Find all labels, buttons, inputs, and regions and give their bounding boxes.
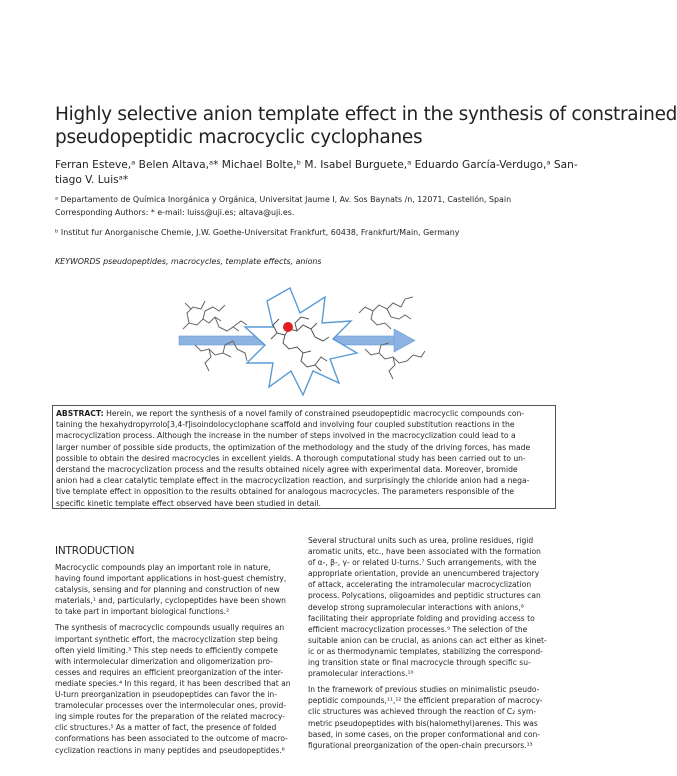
body-line: having found important applications in host-guest chemistry, [55, 574, 287, 584]
abstract-line: larger number of possible side products, the optimization of the methodology and the study of the driving forces, has made [56, 442, 531, 452]
abstract-line: derstand the macrocyclization process and the results obtained nicely agree with experimental data. Moreover, bromide [56, 465, 518, 475]
body-line: The synthesis of macrocyclic compounds usually requires an [55, 623, 285, 633]
body-line: pramolecular interactions.¹⁰ [308, 669, 414, 679]
toc-graphic [175, 283, 437, 401]
section-heading-introduction: INTRODUCTION [55, 545, 135, 557]
body-line: figurational preorganization of the open-chain precursors.¹³ [308, 740, 533, 750]
body-line: In the framework of previous studies on minimalistic pseudo- [308, 685, 540, 695]
body-line: with intermolecular dimerization and oligomerization pro- [55, 656, 273, 666]
abstract-box [52, 405, 556, 509]
authors-line-2: tiago V. Luisᵃ* [55, 173, 129, 186]
anion-sphere-graphic [283, 322, 293, 332]
body-line: U-turn preorganization in pseudopeptides can favor the in- [55, 690, 277, 700]
body-line: often yield limiting.³ This step needs to efficiently compete [55, 645, 278, 655]
abstract-line: macrocyclization process. Although the increase in the number of steps involved in the macrocyclization could lead to a [56, 431, 516, 441]
abstract-line-1-text: Herein, we report the synthesis of a novel family of constrained pseudopeptidic macrocyclic compounds con- [103, 409, 525, 418]
body-line: facilitating their appropriate folding and providing access to [308, 613, 535, 623]
body-line: clic structures was achieved through the reaction of C₂ sym- [308, 707, 537, 717]
abstract-line: possible to obtain the desired macrocycles in excellent yields. A thorough computational study has been carried out to un- [56, 453, 526, 463]
corresponding-authors: Corresponding Authors: * e-mail: luiss@uji.es; altava@uji.es. [55, 208, 295, 217]
abstract-line: anion had a clear catalytic template effect in the macrocyclization reaction, and surprisingly the chloride anion had a nega- [56, 476, 530, 486]
body-line: develop strong supramolecular interactions with anions,⁸ [308, 602, 524, 612]
body-line: cesses and requires an efficient preorganization of the inter- [55, 667, 284, 677]
body-line: suitable anion can be crucial, as anions can act either as kinet- [308, 635, 547, 645]
affiliation-b: ᵇ Institut fur Anorganische Chemie, J.W. Goethe-Universitat Frankfurt, 60438, Frankfurt/Main, Germany [55, 228, 460, 237]
body-line: conformations has been associated to the outcome of macro- [55, 734, 288, 744]
abstract-line: taining the hexahydropyrrolo[3,4-f]isoindolocyclophane scaffold and involving four coupled substitution reactions in the [56, 420, 515, 430]
body-line: aromatic units, etc., have been associated with the formation [308, 547, 541, 557]
body-line: appropriate orientation, provide an unencumbered trajectory [308, 569, 540, 579]
body-line: materials,¹ and, particularly, cyclopeptides have been shown [55, 596, 286, 606]
right-column [308, 535, 547, 751]
body-line: to take part in important biological functions.² [55, 607, 230, 617]
abstract-line: tive template effect in opposition to the results obtained for analogous macrocycles. The parameters responsible of the [56, 487, 515, 497]
body-line: ing simple routes for the preparation of the related macrocy- [55, 712, 286, 722]
body-line: process. Polycations, oligoamides and peptidic structures can [308, 591, 541, 601]
body-line: cyclization reactions in many peptides and pseudopeptides.⁶ [55, 745, 285, 755]
body-line: tramolecular processes over the intermolecular ones, provid- [55, 701, 287, 711]
abstract-line: specific kinetic template effect observed have been studied in detail. [56, 498, 321, 508]
body-line: Several structural units such as urea, proline residues, rigid [308, 536, 534, 545]
body-line: clic structures.⁵ As a matter of fact, the presence of folded [55, 723, 277, 733]
body-line: ing transition state or final macrocycle through specific su- [308, 658, 531, 668]
body-line: of α-, β-, γ- or related U-turns.⁷ Such arrangements, with the [308, 558, 537, 568]
paper-title [55, 103, 677, 149]
body-line: ic or as thermodynamic templates, stabilizing the correspond- [308, 646, 543, 656]
title-line-2: pseudopeptidic macrocyclic cyclophanes [55, 127, 423, 148]
author-list [55, 158, 578, 187]
left-column [55, 562, 291, 756]
title-line-1: Highly selective anion template effect in the synthesis of constrained [55, 104, 677, 125]
body-line: peptidic compounds,¹¹,¹² the efficient preparation of macrocy- [308, 696, 543, 706]
authors-line-1: Ferran Esteve,ᵃ Belen Altava,ᵃ* Michael Bolte,ᵇ M. Isabel Burguete,ᵃ Eduardo García-Verdugo,ᵃ San- [55, 159, 578, 171]
body-line: efficient macrocyclization processes.⁹ The selection of the [308, 624, 528, 634]
body-line: mediate species.⁴ In this regard, it has been described that an [55, 678, 291, 688]
abstract-line-1 [56, 408, 552, 419]
affiliation-a: ᵃ Departamento de Química Inorgánica y Orgánica, Universitat Jaume I, Av. Sos Baynats /n, 12071, Castellón, Spain [55, 195, 512, 204]
abstract-label: ABSTRACT: [56, 409, 104, 418]
keywords: KEYWORDS pseudopeptides, macrocycles, template effects, anions [55, 257, 322, 266]
body-line: metric pseudopeptides with bis(halomethyl)arenes. This was [308, 718, 538, 728]
body-line: of attack, accelerating the intramolecular macrocyclization [308, 580, 532, 590]
body-line: catalysis, sensing and for planning and construction of new [55, 585, 280, 595]
body-line: based, in some cases, on the proper conformational and con- [308, 729, 540, 739]
body-line: Macrocyclic compounds play an important role in nature, [55, 563, 271, 572]
body-line: important synthetic effort, the macrocyclization step being [55, 634, 278, 644]
